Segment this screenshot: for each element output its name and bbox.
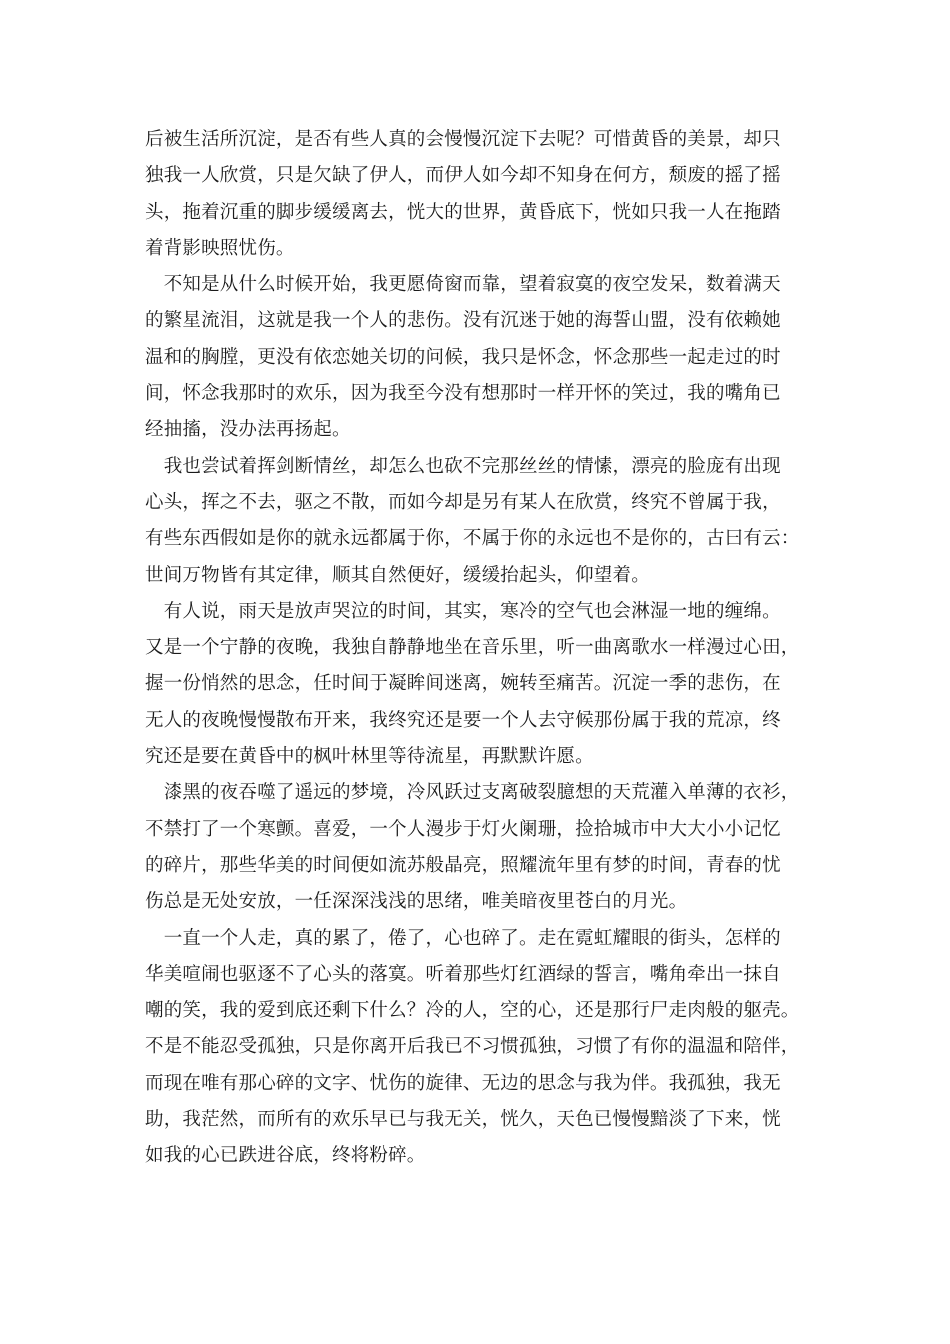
text-line: 握一份悄然的思念，任时间于凝眸间迷离，婉转至痛苦。沉淀一季的悲伤，在 [145,673,781,695]
text-line: 无人的夜晚慢慢散布开来，我终究还是要一个人去守候那份属于我的荒凉，终 [145,709,781,731]
text-line: 心头，挥之不去，驱之不散，而如今却是另有某人在欣赏，终究不曾属于我， [145,491,781,513]
text-line: 头，拖着沉重的脚步缓缓离去，恍大的世界，黄昏底下，恍如只我一人在拖踏 [145,201,781,223]
text-line: 有些东西假如是你的就永远都属于你，不属于你的永远也不是你的，古曰有云： [145,528,800,550]
text-line: 不知是从什么时候开始，我更愿倚窗而靠，望着寂寞的夜空发呆，数着满天 [145,274,781,296]
text-line: 又是一个宁静的夜晚，我独自静静地坐在音乐里，听一曲离歌水一样漫过心田， [145,637,800,659]
text-line: 华美喧闹也驱逐不了心头的落寞。听着那些灯红酒绿的誓言，嘴角牵出一抹自 [145,963,781,985]
text-line: 温和的胸膛，更没有依恋她关切的问候，我只是怀念，怀念那些一起走过的时 [145,346,781,368]
text-line: 的碎片，那些华美的时间便如流苏般晶亮，照耀流年里有梦的时间，青春的忧 [145,854,781,876]
text-line: 如我的心已跌进谷底，终将粉碎。 [145,1145,426,1167]
text-line: 经抽搐，没办法再扬起。 [145,419,351,441]
text-line: 究还是要在黄昏中的枫叶林里等待流星，再默默许愿。 [145,746,594,768]
text-line: 后被生活所沉淀，是否有些人真的会慢慢沉淀下去呢？可惜黄昏的美景，却只 [145,129,781,150]
text-line: 不是不能忍受孤独，只是你离开后我已不习惯孤独，习惯了有你的温温和陪伴， [145,1036,800,1058]
text-line: 的繁星流泪，这就是我一个人的悲伤。没有沉迷于她的海誓山盟，没有依赖她 [145,310,781,332]
text-line: 我也尝试着挥剑断情丝，却怎么也砍不完那丝丝的情愫，漂亮的脸庞有出现 [145,455,781,477]
text-line: 着背影映照忧伤。 [145,237,295,259]
text-line: 独我一人欣赏，只是欠缺了伊人，而伊人如今却不知身在何方，颓废的摇了摇 [145,165,781,187]
text-line: 间，怀念我那时的欢乐，因为我至今没有想那时一样开怀的笑过，我的嘴角已 [145,383,781,405]
text-line: 嘲的笑，我的爱到底还剩下什么？冷的人，空的心，还是那行尸走肉般的躯壳。 [145,1000,800,1022]
text-line: 而现在唯有那心碎的文字、忧伤的旋律、无边的思念与我为伴。我孤独，我无 [145,1072,781,1094]
text-line: 伤总是无处安放，一任深深浅浅的思绪，唯美暗夜里苍白的月光。 [145,891,688,913]
text-line: 漆黑的夜吞噬了遥远的梦境，冷风跃过支离破裂臆想的天荒灌入单薄的衣衫， [145,782,800,804]
text-line: 世间万物皆有其定律，顺其自然便好，缓缓抬起头，仰望着。 [145,564,650,586]
text-line: 助，我茫然，而所有的欢乐早已与我无关，恍久，天色已慢慢黯淡了下来，恍 [145,1109,781,1131]
text-line: 一直一个人走，真的累了，倦了，心也碎了。走在霓虹耀眼的街头，怎样的 [145,927,781,949]
text-line: 有人说，雨天是放声哭泣的时间，其实，寒冷的空气也会淋湿一地的缠绵。 [145,600,781,622]
document-body [145,122,815,1175]
text-line: 不禁打了一个寒颤。喜爱，一个人漫步于灯火阑珊，捡拾城市中大大小小记忆 [145,818,781,840]
